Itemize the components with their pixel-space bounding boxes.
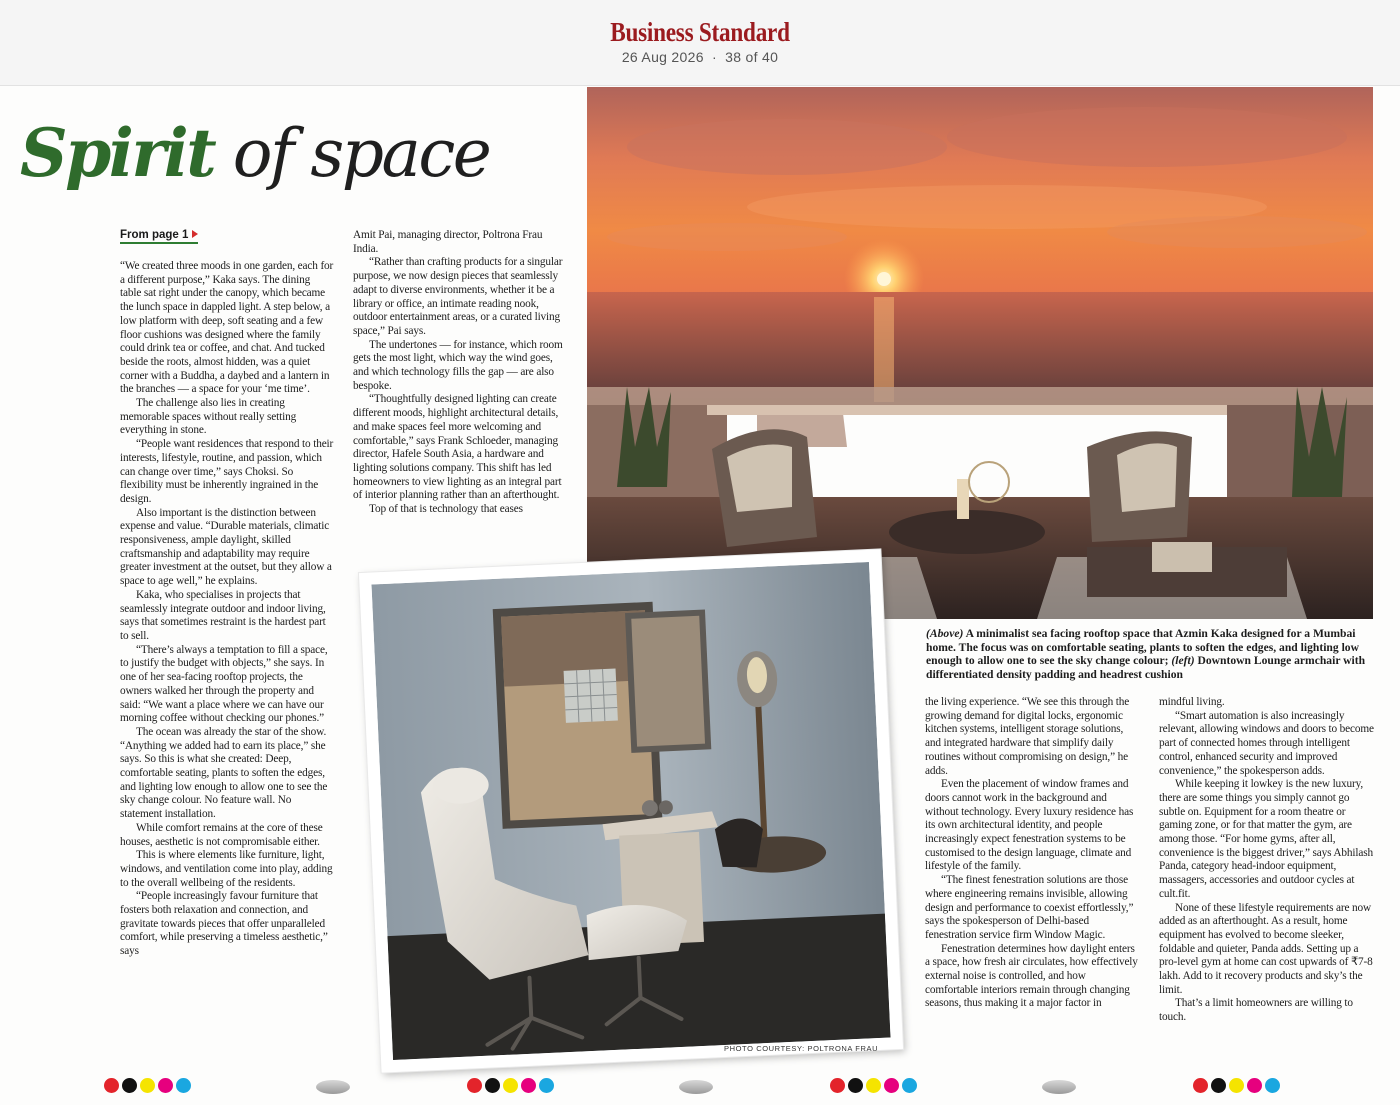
paragraph: The undertones — for instance, which room gets the most light, which way the wind goes, and which technology fills the gap — are also bespoke. [353,338,563,392]
registration-dot [902,1078,917,1093]
article-column-2 [353,229,568,517]
issue-info [0,49,1400,65]
registration-dot [467,1078,482,1093]
paragraph: Amit Pai, managing director, Poltrona Frau India. [353,229,543,255]
registration-dot [848,1078,863,1093]
paragraph: Even the placement of window frames and doors cannot work in the background and without technology. Every luxury residence has its own architectural identity, and people increasingly expect fenestration systems to be customised to the design language, climate and lifestyle of the family. [925,778,1134,873]
paragraph: “The finest fenestration solutions are those where engineering remains invisible, allowing design and performance to coexist effortlessly,” says the spokesperson of Delhi-based fenestration service firm Window Magic. [925,874,1134,941]
paragraph: None of these lifestyle requirements are now added as an afterthought. As a result, home equipment has evolved to become sleeker, foldable and quieter, Panda adds. Setting up a pro-level gym at home can cost upwards of ₹7-8 lakh. Add to it recovery products and sky’s the limit. [1159,901,1373,996]
article-column-1 [120,260,334,959]
arrow-right-icon [192,230,198,238]
registration-dot [122,1078,137,1093]
caption-above-tag: (Above) [926,627,964,640]
article-column-3 [925,696,1140,1011]
registration-dot [884,1078,899,1093]
caption-left-tag: (left) [1171,654,1195,668]
publication-title: Business Standard [610,17,790,47]
registration-dot [1211,1078,1226,1093]
registration-dot [176,1078,191,1093]
jump-link[interactable] [120,229,198,244]
registration-marks [104,1078,191,1093]
page-indicator: 38 of 40 [725,49,779,65]
sunset-rooftop-photo [587,87,1373,619]
paragraph: Also important is the distinction between expense and value. “Durable materials, climatic responsiveness, ample daylight, skilled craftsmanship and adaptability may require greater investment at the outset, but they allow a space to age well,” he explains. [120,506,332,588]
headline-part-1: Spirit [20,114,215,192]
article-headline [20,114,490,192]
paragraph: While comfort remains at the core of these houses, aesthetic is not compromisable either. [120,821,323,848]
caption-left-text: Downtown Lounge armchair with differentiated density padding and headrest cushion [926,654,1366,681]
registration-ellipse [679,1080,713,1094]
registration-dot [140,1078,155,1093]
article-column-4 [1159,696,1374,1025]
issue-separator: · [711,49,717,65]
registration-dot [830,1078,845,1093]
registration-dot [1229,1078,1244,1093]
lounge-armchair-photo [359,549,903,1072]
paragraph: “People want residences that respond to their interests, lifestyle, routine, and passion, which can change over time,” says Choksi. So flexibility must be inherently ingrained in the design. [120,438,334,505]
paragraph: “People increasingly favour furniture that fosters both relaxation and connection, and gravitate towards pieces that offer unparalleled comfort, while preserving a timeless aesthetic,” says [120,890,328,958]
headline-part-2: of space [232,115,490,192]
viewer-header [0,0,1400,86]
registration-dot [485,1078,500,1093]
photo-credit: PHOTO COURTESY: POLTRONA FRAU [724,1044,879,1053]
paragraph: “We created three moods in one garden, each for a different purpose,” Kaka says. The dining table sat right under the canopy, which became the lunch space in dappled light. A step below, a low platform with deep, soft seating and a few floor cushions was designed where the family could drink tea or coffee, and chat. And tucked beside the roots, almost hidden, was a quiet corner with a Buddha, a daybed and a lantern in the branches — a space for your ‘me time’. [120,260,334,396]
registration-ellipse [316,1080,350,1094]
registration-dot [521,1078,536,1093]
registration-dot [104,1078,119,1093]
paragraph: The challenge also lies in creating memorable spaces without really setting everything in stone. [120,397,297,437]
photo-caption [926,627,1374,681]
registration-dot [158,1078,173,1093]
registration-marks [1193,1078,1280,1093]
registration-dot [866,1078,881,1093]
paragraph: While keeping it lowkey is the new luxury, there are some things you simply cannot go subtle on. Equipment for a room theatre or gaming zone, or for that matter the gym, are among those. “For home gyms, after all, convenience is the biggest driver,” says Abhilash Panda, category head-indoor equipment, massagers, accessories and outdoor cycles at cult.fit. [1159,778,1373,900]
paragraph: This is where elements like furniture, light, windows, and ventilation come into play, adding to the overall wellbeing of the residents. [120,849,333,889]
paragraph: Top of that is technology that eases [369,503,523,516]
jump-label: From page 1 [120,229,189,241]
paragraph: The ocean was already the star of the show. “Anything we added had to earn its place,” she says. So this is what she created: Deep, comfortable seating, plants to soften the edges, and lighting low enough to allow one to see the sky change colour. No feature wall. No statement installation. [120,725,328,821]
registration-dot [1247,1078,1262,1093]
registration-marks [830,1078,917,1093]
registration-dot [1265,1078,1280,1093]
paragraph: Kaka, who specialises in projects that seamlessly integrate outdoor and indoor living, says that sometimes restraint is the hardest part to sell. [120,588,326,642]
registration-dot [1193,1078,1208,1093]
paragraph: “Rather than crafting products for a singular purpose, we now design pieces that seamlessly adapt to diverse environments, whether it be a library or office, an intimate reading nook, outdoor entertainment areas, or a curated living space,” Pai says. [353,256,563,337]
registration-marks [467,1078,554,1093]
caption-above-text: A minimalist sea facing rooftop space that Azmin Kaka designed for a Mumbai home. The focus was on comfortable seating, plants to soften the edges, and lighting low enough to allow one to see the sky change colour; [926,627,1359,668]
paragraph: mindful living. [1159,696,1225,708]
registration-dot [539,1078,554,1093]
paragraph: the living experience. “We see this through the growing demand for digital locks, ergonomic kitchen systems, intelligent storage solutions, and integrated hardware that simplify daily routines without compromising on design,” he adds. [925,696,1130,777]
registration-ellipse [1042,1080,1076,1094]
paragraph: “There’s always a temptation to fill a space, to justify the budget with objects,” she says. In one of her sea-facing rooftop projects, the owners walked her through the property and said: “We want a place where we can have our morning coffee without checking our phones.” [120,643,328,725]
paragraph: That’s a limit homeowners are willing to touch. [1159,997,1353,1024]
registration-dot [503,1078,518,1093]
paragraph: “Smart automation is also increasingly relevant, allowing windows and doors to become part of connected homes through intelligent control, enhanced security and improved convenience,” the spokesperson adds. [1159,709,1374,777]
issue-date: 26 Aug 2026 [621,49,704,65]
paragraph: Fenestration determines how daylight enters a space, how fresh air circulates, how effectively external noise is controlled, and how comfortable interiors remain through changing seasons, thus making it a major factor in [925,942,1138,1010]
paragraph: “Thoughtfully designed lighting can create different moods, highlight architectural details, and make spaces feel more welcoming and comfortable,” says Frank Schloeder, managing director, Hafele South Asia, a hardware and lighting solutions company. This shift has led homeowners to view lighting as an integral part of interior planning rather than an afterthought. [353,393,562,502]
